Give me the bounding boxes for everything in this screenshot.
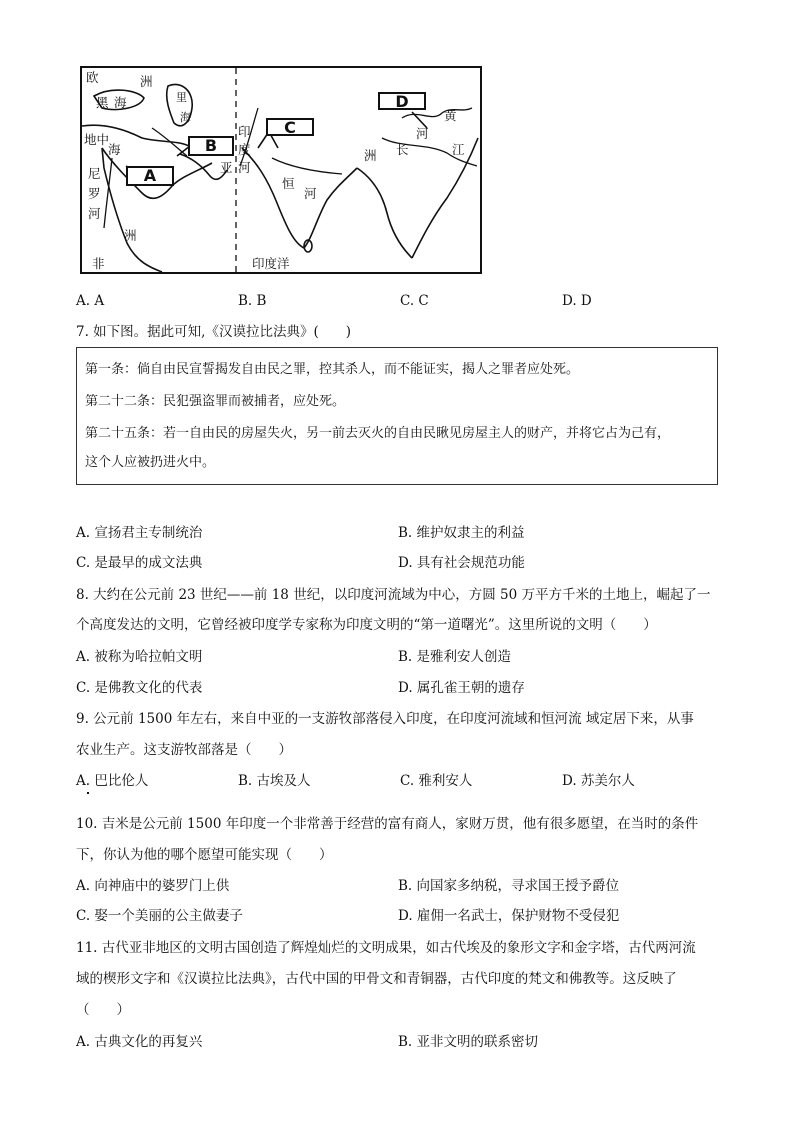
q7-option-d[interactable]: D. 具有社会规范功能 — [398, 555, 525, 571]
q11-option-b[interactable]: B. 亚非文明的联系密切 — [398, 1034, 539, 1050]
q11-stem-line: （ ） — [76, 1002, 130, 1018]
map-box-c: C — [266, 118, 314, 136]
map-label-med-1: 地中 — [84, 132, 110, 147]
q11-stem-line: 11. 古代亚非地区的文明古国创造了辉煌灿烂的文明成果，如古代埃及的象形文字和金字塔，古代两河流 — [76, 940, 696, 956]
q7-quote-line: 第一条：倘自由民宣誓揭发自由民之罪，控其杀人，而不能证实，揭人之罪者应处死。 — [85, 362, 580, 377]
q9-stem-line: 9. 公元前 1500 年左右，来自中亚的一支游牧部落侵入印度，在印度河流域和恒河流 域定居下来，从事 — [76, 711, 694, 727]
q8-option-d[interactable]: D. 属孔雀王朝的遗存 — [398, 680, 525, 696]
q6-option-a[interactable]: A. A — [76, 293, 105, 309]
map-label-yellow-1: 黄 — [444, 108, 457, 123]
map-label-black-sea-2: 海 — [114, 95, 127, 110]
map-label-asia-2: 洲 — [364, 148, 377, 163]
india-coast — [242, 148, 357, 248]
q8-option-b[interactable]: B. 是雅利安人创造 — [398, 649, 512, 665]
map-label-nile-1: 尼 — [88, 166, 101, 181]
map-label-africa-2: 非 — [92, 256, 105, 271]
map-label-africa-1: 洲 — [124, 228, 137, 243]
q11-stem-line: 域的楔形文字和《汉谟拉比法典》，古代中国的甲骨文和青铜器，古代印度的梵文和佛教等。这反映了 — [76, 971, 677, 987]
q9-option-d[interactable]: D. 苏美尔人 — [562, 773, 635, 789]
q9-option-a[interactable]: A. 巴比伦人 — [76, 773, 149, 789]
q10-option-b[interactable]: B. 向国家多纳税，寻求国王授予爵位 — [398, 878, 620, 894]
q7-option-a[interactable]: A. 宣扬君主专制统治 — [76, 525, 203, 541]
q6-option-c[interactable]: C. C — [400, 293, 429, 309]
map-label-yangtze-1: 长 — [396, 142, 409, 157]
q11-option-a[interactable]: A. 古典文化的再复兴 — [76, 1034, 203, 1050]
map-label-indus-1: 印 — [238, 124, 251, 139]
ganges-river-line — [272, 158, 342, 174]
map-label-europe-1: 欧 — [86, 70, 99, 85]
q10-option-a[interactable]: A. 向神庙中的婆罗门上供 — [76, 878, 230, 894]
q9-option-b[interactable]: B. 古埃及人 — [238, 773, 311, 789]
q7-stem: 7. 如下图。据此可知,《汉谟拉比法典》( ) — [76, 324, 351, 340]
q10-option-c[interactable]: C. 娶一个美丽的公主做妻子 — [76, 908, 243, 924]
q9-stem-line: 农业生产。这支游牧部落是（ ） — [76, 742, 292, 758]
stray-dot — [87, 792, 89, 794]
map-box-d: D — [378, 92, 426, 110]
q7-option-c[interactable]: C. 是最早的成文法典 — [76, 555, 203, 571]
q8-option-a[interactable]: A. 被称为哈拉帕文明 — [76, 649, 203, 665]
q10-stem-line: 10. 吉米是公元前 1500 年印度一个非常善于经营的富有商人，家财万贯，他有很多愿望，在当时的条件 — [76, 816, 699, 832]
map-label-yellow-2: 河 — [416, 126, 429, 141]
map-label-europe-2: 洲 — [140, 74, 153, 89]
q6-option-d[interactable]: D. D — [562, 293, 592, 309]
map-label-black-sea-1: 黑 — [96, 95, 109, 110]
q7-quote-box — [76, 347, 718, 485]
q8-stem-line: 个高度发达的文明，它曾经被印度学专家称为印度文明的“第一道曙光”。这里所说的文明（ ） — [76, 617, 657, 633]
q9-option-c[interactable]: C. 雅利安人 — [400, 773, 473, 789]
map-label-caspian-1: 里 — [176, 91, 187, 104]
history-map — [80, 66, 482, 274]
map-label-indian-ocean: 印度洋 — [252, 256, 290, 271]
q6-option-b[interactable]: B. B — [238, 293, 267, 309]
map-box-a: A — [126, 166, 174, 186]
map-label-ganges-2: 河 — [304, 186, 317, 201]
map-label-nile-3: 河 — [88, 206, 101, 221]
q7-option-b[interactable]: B. 维护奴隶主的利益 — [398, 525, 525, 541]
map-label-med-2: 海 — [108, 142, 121, 157]
map-label-ganges-1: 恒 — [282, 176, 295, 191]
map-box-b: B — [188, 136, 234, 156]
map-label-nile-2: 罗 — [88, 186, 101, 201]
map-label-indus-2: 度 — [238, 142, 251, 157]
map-label-asia-1: 亚 — [220, 160, 233, 175]
q8-option-c[interactable]: C. 是佛教文化的代表 — [76, 680, 203, 696]
map-label-yangtze-2: 江 — [452, 142, 465, 157]
q10-stem-line: 下，你认为他的哪个愿望可能实现（ ） — [76, 847, 333, 863]
q7-quote-line: 这个人应被扔进火中。 — [85, 455, 216, 470]
q7-quote-line: 第二十二条：民犯强盗罪而被捕者，应处死。 — [85, 394, 346, 409]
q7-quote-line: 第二十五条：若一自由民的房屋失火，另一前去灭火的自由民瞅见房屋主人的财产，并将它占为己有， — [85, 426, 671, 441]
map-label-indus-3: 河 — [238, 160, 251, 175]
map-label-caspian-2: 海 — [180, 111, 191, 124]
q8-stem-line: 8. 大约在公元前 23 世纪——前 18 世纪，以印度河流域为中心，方圆 50 万平方千米的土地上，崛起了一 — [76, 587, 711, 603]
q10-option-d[interactable]: D. 雇佣一名武士，保护财物不受侵犯 — [398, 908, 620, 924]
